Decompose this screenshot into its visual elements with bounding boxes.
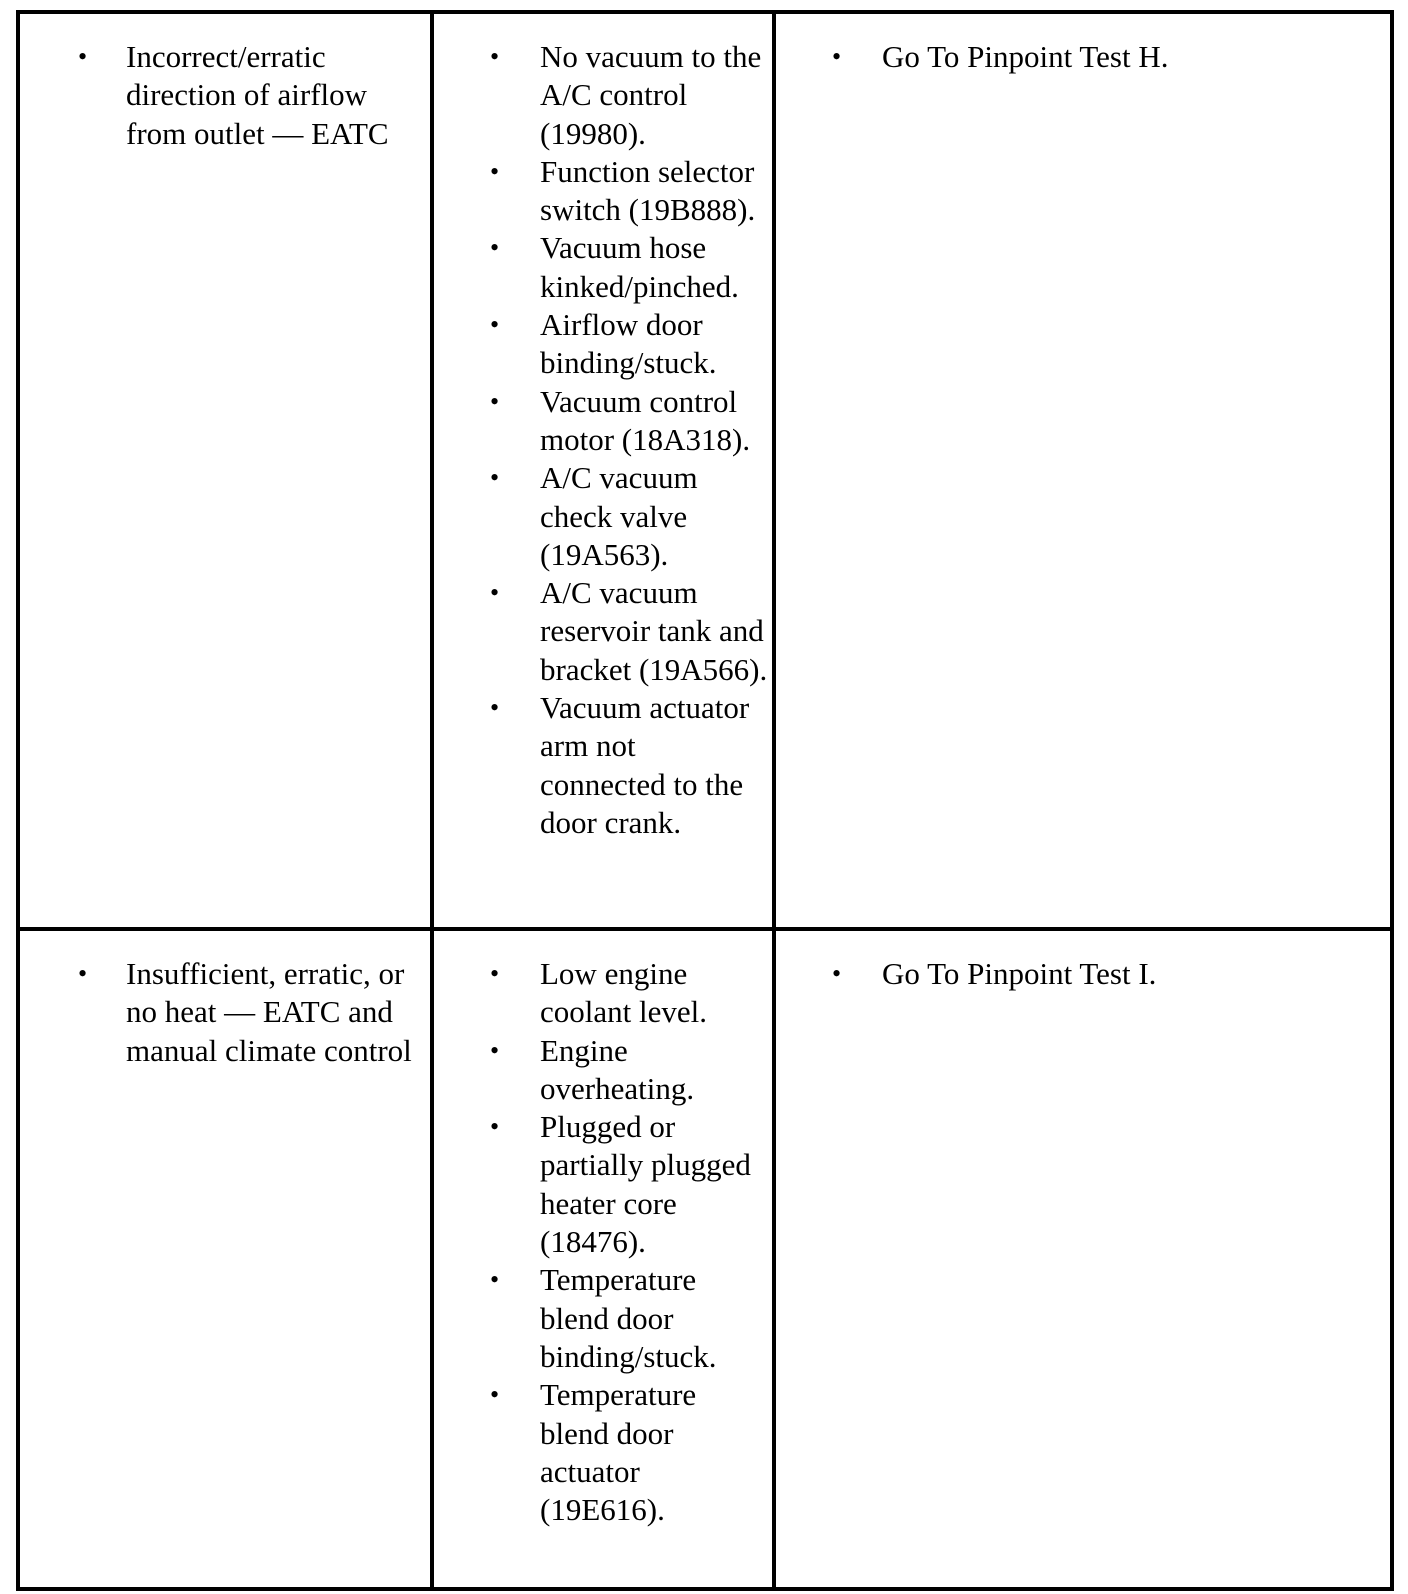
list-item [490,574,768,689]
list-item [490,1261,768,1376]
source-list [434,14,772,842]
bullet-icon: • [490,1380,500,1410]
source-text: Temperature blend door binding/stuck. [540,1262,717,1374]
bullet-icon: • [490,156,500,186]
symptom-text: Insufficient, erratic, or no heat — EATC and manual climate control [126,956,412,1068]
action-cell [774,12,1392,929]
bullet-icon: • [490,42,500,71]
bullet-icon: • [832,959,842,988]
list-item [490,1032,768,1109]
source-text: A/C vacuum check valve (19A563). [540,460,698,572]
table-row [18,929,1392,1589]
list-item [490,153,768,230]
bullet-icon: • [490,959,500,988]
symptom-cell [18,12,432,929]
source-cell [432,12,774,929]
source-list [434,931,772,1529]
action-cell [774,929,1392,1589]
bullet-icon: • [490,233,500,263]
action-list [776,931,1390,993]
source-text: Function selector switch (19B888). [540,153,756,228]
list-item [490,459,768,574]
list-item [490,383,768,460]
bullet-icon: • [832,42,842,71]
bullet-icon: • [490,1035,500,1065]
bullet-icon: • [490,578,500,608]
action-list [776,14,1390,76]
list-item [490,1376,768,1529]
source-text: Vacuum hose kinked/pinched. [540,230,739,304]
list-item [490,1108,768,1261]
list-item [832,955,1382,993]
bullet-icon: • [490,693,500,723]
symptom-text: Incorrect/erratic direction of airflow from outlet — EATC [126,39,389,151]
table-row [18,12,1392,929]
source-text: Low engine coolant level. [540,956,707,1030]
source-cell [432,929,774,1589]
source-text: No vacuum to the A/C control (19980). [540,39,762,151]
source-text: Temperature blend door actuator (19E616). [540,1377,697,1528]
bullet-icon: • [490,1265,500,1295]
action-text: Go To Pinpoint Test H. [882,39,1169,74]
list-item [78,955,422,1070]
bullet-icon: • [490,463,500,493]
symptom-cell [18,929,432,1589]
bullet-icon: • [490,386,500,416]
list-item [490,689,768,842]
symptom-list [20,931,430,1070]
source-text: Plugged or partially plugged heater core (18476). [540,1109,751,1260]
list-item [490,38,768,153]
list-item [78,38,422,153]
source-text: Airflow door binding/stuck. [540,307,717,381]
list-item [490,229,768,306]
bullet-icon: • [490,1112,500,1142]
bullet-icon: • [78,42,88,71]
list-item [490,955,768,1032]
source-text: Vacuum control motor (18A318). [540,383,751,457]
action-text: Go To Pinpoint Test I. [882,956,1157,991]
bullet-icon: • [490,310,500,340]
source-text: Vacuum actuator arm not connected to the door crank. [540,690,750,840]
symptom-list [20,14,430,153]
source-text: Engine overheating. [540,1032,695,1106]
list-item [832,38,1382,76]
bullet-icon: • [78,959,88,988]
list-item [490,306,768,383]
source-text: A/C vacuum reservoir tank and bracket (19A566). [540,575,768,687]
diagnosis-table [16,10,1394,1591]
